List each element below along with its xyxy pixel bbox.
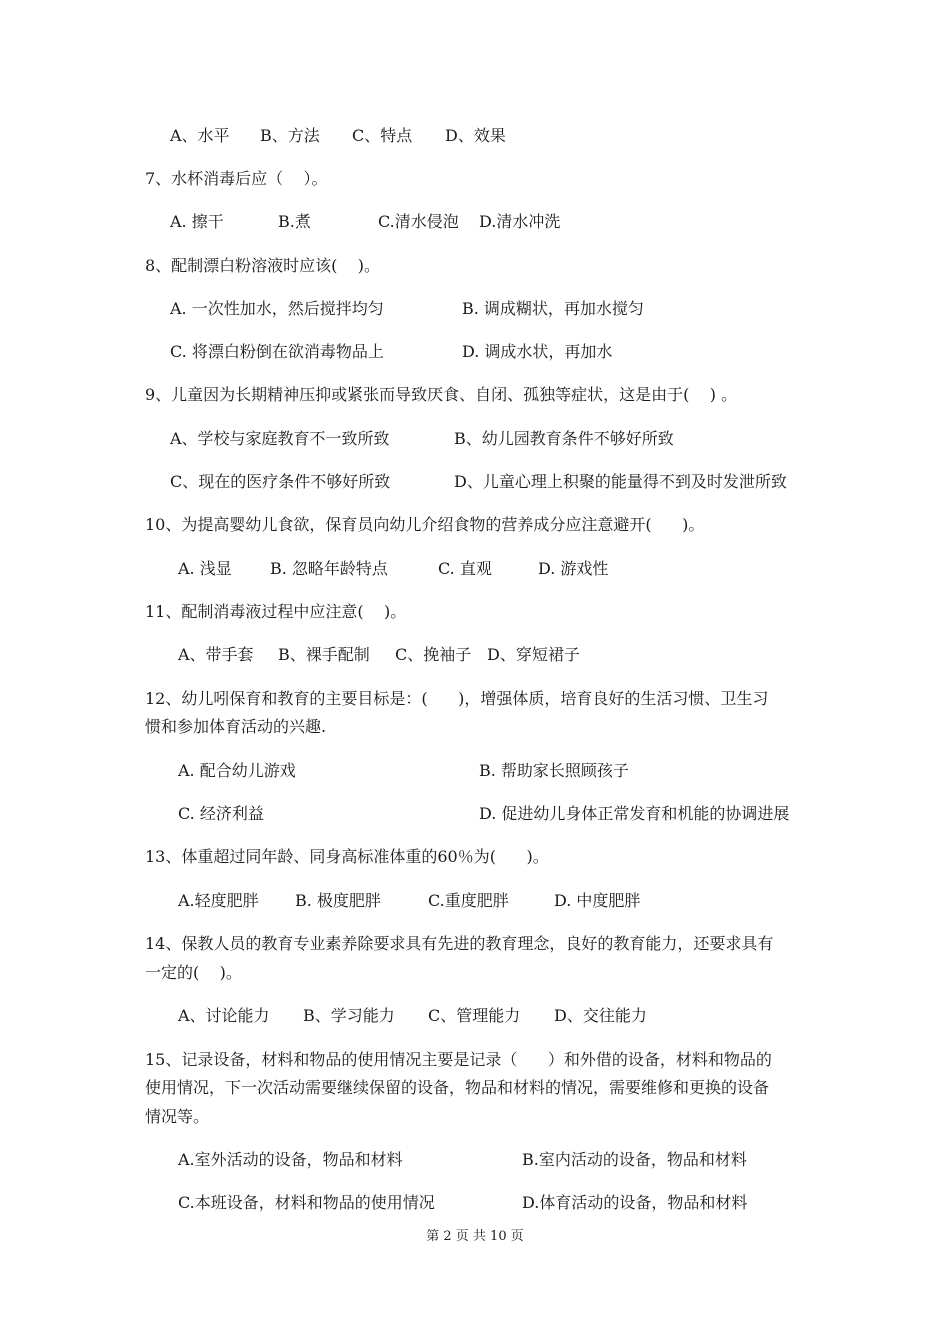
q13-option-d: D. 中度肥胖 [554, 891, 641, 910]
question-14-stem-line-1: 14、保教人员的教育专业素养除要求具有先进的教育理念，良好的教育能力，还要求具有 [145, 934, 774, 953]
q6-option-b: B、方法 [260, 126, 320, 145]
q9-option-b: B、幼儿园教育条件不够好所致 [454, 429, 674, 448]
q10-option-d: D. 游戏性 [538, 559, 609, 578]
q9-option-a: A、学校与家庭教育不一致所致 [170, 429, 390, 448]
q14-option-b: B、学习能力 [303, 1006, 395, 1025]
question-11-stem: 11、配制消毒液过程中应注意( )。 [145, 602, 407, 621]
q10-option-a: A. 浅显 [178, 559, 232, 578]
q12-option-b: B. 帮助家长照顾孩子 [479, 761, 629, 780]
question-15-stem-line-2: 使用情况，下一次活动需要继续保留的设备，物品和材料的情况，需要维修和更换的设备 [145, 1078, 770, 1097]
q14-option-a: A、讨论能力 [178, 1006, 270, 1025]
q11-option-d: D、穿短裙子 [487, 645, 580, 664]
q10-option-b: B. 忽略年龄特点 [270, 559, 388, 578]
q13-option-a: A.轻度肥胖 [178, 891, 259, 910]
q6-option-d: D、效果 [445, 126, 506, 145]
question-15-stem-line-3: 情况等。 [145, 1107, 210, 1126]
q8-option-c: C. 将漂白粉倒在欲消毒物品上 [170, 342, 384, 361]
q7-option-a: A. 擦干 [170, 212, 224, 231]
q12-option-a: A. 配合幼儿游戏 [178, 761, 296, 780]
question-8-stem: 8、配制漂白粉溶液时应该( )。 [145, 256, 381, 275]
question-10-stem: 10、为提高婴幼儿食欲，保育员向幼儿介绍食物的营养成分应注意避开( )。 [145, 515, 705, 534]
q7-option-d: D.清水冲洗 [479, 212, 561, 231]
q13-option-c: C.重度肥胖 [428, 891, 509, 910]
q6-option-a: A、水平 [170, 126, 230, 145]
question-13-stem: 13、体重超过同年龄、同身高标准体重的60％为( )。 [145, 847, 549, 866]
question-14-stem-line-2: 一定的( )。 [145, 963, 242, 982]
q8-option-d: D. 调成水状，再加水 [462, 342, 613, 361]
q12-option-c: C. 经济利益 [178, 804, 264, 823]
q13-option-b: B. 极度肥胖 [295, 891, 381, 910]
page-number-footer: 第 2 页 共 10 页 [426, 1229, 524, 1244]
question-12-stem-line-2: 惯和参加体育活动的兴趣. [145, 717, 327, 736]
q7-option-b: B.煮 [278, 212, 311, 231]
q15-option-a: A.室外活动的设备，物品和材料 [178, 1150, 403, 1169]
q14-option-d: D、交往能力 [554, 1006, 647, 1025]
q15-option-c: C.本班设备，材料和物品的使用情况 [178, 1193, 435, 1212]
question-12-stem-line-1: 12、幼儿吲保育和教育的主要目标是：( )，增强体质，培育良好的生活习惯、卫生习 [145, 689, 769, 708]
q9-option-c: C、现在的医疗条件不够好所致 [170, 472, 391, 491]
q9-option-d: D、儿童心理上积聚的能量得不到及时发泄所致 [454, 472, 787, 491]
q14-option-c: C、管理能力 [428, 1006, 521, 1025]
question-9-stem: 9、儿童因为长期精神压抑或紧张而导致厌食、自闭、孤独等症状，这是由于( ) 。 [145, 385, 738, 404]
q11-option-a: A、带手套 [178, 645, 254, 664]
q15-option-b: B.室内活动的设备，物品和材料 [522, 1150, 747, 1169]
q10-option-c: C. 直观 [438, 559, 492, 578]
q8-option-b: B. 调成糊状，再加水搅匀 [462, 299, 644, 318]
question-15-stem-line-1: 15、记录设备，材料和物品的使用情况主要是记录（ ）和外借的设备，材料和物品的 [145, 1050, 772, 1069]
q11-option-b: B、裸手配制 [278, 645, 370, 664]
q11-option-c: C、挽袖子 [395, 645, 472, 664]
q15-option-d: D.体育活动的设备，物品和材料 [522, 1193, 748, 1212]
question-7-stem: 7、水杯消毒后应（ ）。 [145, 169, 328, 188]
q8-option-a: A. 一次性加水，然后搅拌均匀 [170, 299, 384, 318]
q7-option-c: C.清水侵泡 [378, 212, 459, 231]
q6-option-c: C、特点 [352, 126, 413, 145]
q12-option-d: D. 促进幼儿身体正常发育和机能的协调进展 [479, 804, 790, 823]
